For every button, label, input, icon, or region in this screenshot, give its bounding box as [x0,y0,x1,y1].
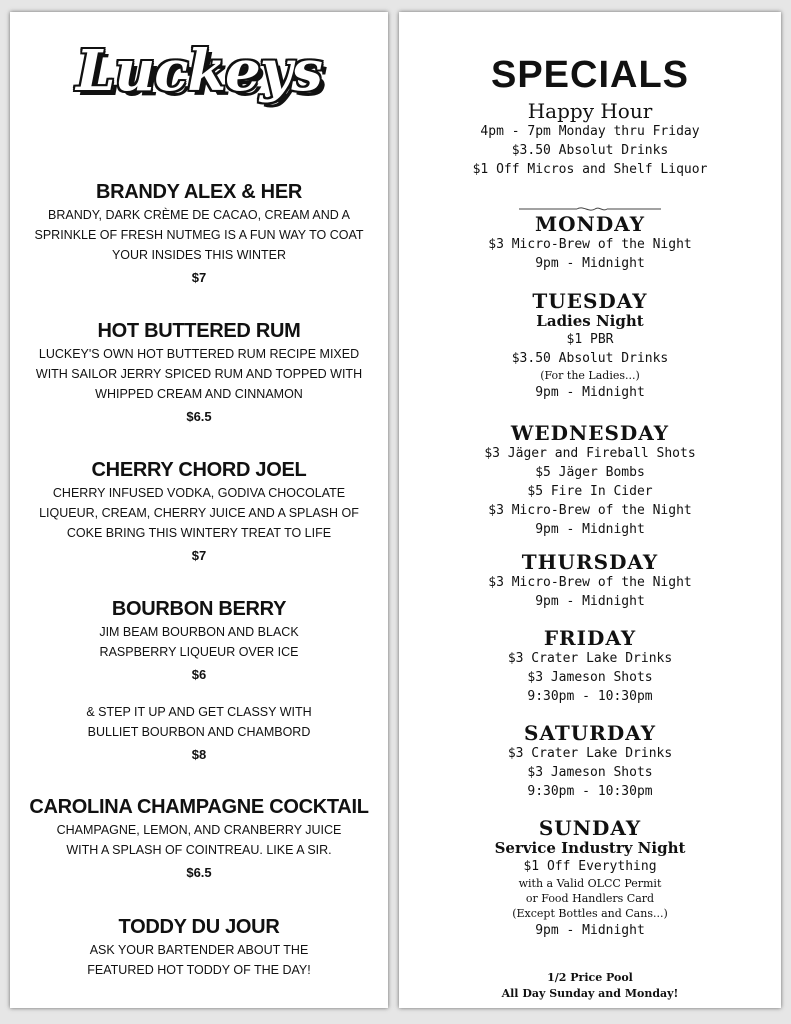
day-subtitle: Ladies Night [536,312,644,330]
day-tuesday [399,290,781,402]
pool-promo [399,970,781,1002]
special-line: $3 Jameson Shots [527,765,653,780]
special-line: $3.50 Absolut Drinks [511,351,669,366]
special-note: (Except Bottles and Cans...) [512,907,668,920]
drink-price: $6.5 [186,865,212,880]
drink-item [10,794,388,884]
day-title: THURSDAY [521,550,659,574]
special-line: 9pm - Midnight [535,923,645,938]
day-sunday [399,817,781,940]
special-line: $3 Micro-Brew of the Night [488,575,692,590]
drink-price: $7 [191,548,207,563]
day-title: SUNDAY [538,816,642,840]
drink-price: $6 [191,667,207,682]
drink-item [10,914,388,980]
special-line: 4pm - 7pm Monday thru Friday [480,124,700,139]
day-title: WEDNESDAY [510,421,670,445]
drink-upgrade [10,702,388,766]
special-line: $3 Crater Lake Drinks [507,651,673,666]
special-line: 9pm - Midnight [535,522,645,537]
special-line: $1 Off Everything [523,859,657,874]
special-line: $3.50 Absolut Drinks [511,143,669,158]
special-line: $5 Jäger Bombs [535,465,645,480]
happy-hour-section [399,100,781,179]
drink-description: JIM BEAM BOURBON AND BLACK RASPBERRY LIQUEUR OVER ICE [99,625,299,659]
special-line: $3 Jameson Shots [527,670,653,685]
drink-name: BRANDY ALEX & HER [95,181,303,203]
special-line: $1 PBR [566,332,614,347]
drink-name: CHERRY CHORD JOEL [91,459,307,481]
special-note: with a Valid OLCC Permit [518,877,662,890]
drink-price: $8 [191,747,207,762]
day-friday [399,627,781,706]
special-line: 9pm - Midnight [535,256,645,271]
special-line: $5 Fire In Cider [527,484,653,499]
special-line: $3 Micro-Brew of the Night [488,503,692,518]
special-line: 9:30pm - 10:30pm [527,689,653,704]
drink-item [10,457,388,567]
day-title: MONDAY [535,212,645,236]
happy-hour-title: Happy Hour [527,99,653,123]
drink-name: HOT BUTTERED RUM [97,320,301,342]
special-line: 9pm - Midnight [535,594,645,609]
drink-description: ASK YOUR BARTENDER ABOUT THE FEATURED HOT TODDY OF THE DAY! [87,943,311,977]
day-monday [399,213,781,273]
specials-title: SPECIALS [490,54,690,96]
drink-description: CHERRY INFUSED VODKA, GODIVA CHOCOLATE LIQUEUR, CREAM, CHERRY JUICE AND A SPLASH OF COKE BRING THIS WINTERY TREAT TO LIFE [39,486,359,540]
pool-promo-line: All Day Sunday and Monday! [501,987,679,1000]
day-title: SATURDAY [524,721,656,745]
drink-name: CAROLINA CHAMPAGNE COCKTAIL [29,796,369,818]
drink-description: CHAMPAGNE, LEMON, AND CRANBERRY JUICE WITH A SPLASH OF COINTREAU. LIKE A SIR. [56,823,342,857]
cocktail-menu-panel [10,12,388,1008]
pool-promo-line: 1/2 Price Pool [547,971,633,984]
day-title: FRIDAY [543,626,637,650]
drink-item [10,596,388,686]
special-line: $3 Jäger and Fireball Shots [484,446,696,461]
drink-name: TODDY DU JOUR [118,916,280,938]
drink-item [10,179,388,289]
day-wednesday [399,422,781,539]
day-subtitle: Service Industry Night [494,839,686,857]
day-saturday [399,722,781,801]
special-line: $3 Micro-Brew of the Night [488,237,692,252]
drink-description: & STEP IT UP AND GET CLASSY WITH BULLIET BOURBON AND CHAMBORD [86,705,312,739]
special-note: (For the Ladies...) [540,369,640,382]
special-note: or Food Handlers Card [525,892,655,905]
day-title: TUESDAY [532,289,648,313]
luckeys-logo: Luckeys [76,38,322,104]
drink-price: $6.5 [186,409,212,424]
drink-name: BOURBON BERRY [111,598,287,620]
drink-item [10,318,388,428]
drink-description: LUCKEY'S OWN HOT BUTTERED RUM RECIPE MIXED WITH SAILOR JERRY SPICED RUM AND TOPPED WITH WHIPPED CREAM AND CINNAMON [35,347,363,401]
special-line: 9:30pm - 10:30pm [527,784,653,799]
drink-price: $7 [191,270,207,285]
special-line: 9pm - Midnight [535,385,645,400]
specials-panel [399,12,781,1008]
drink-description: BRANDY, DARK CRÈME DE CACAO, CREAM AND A SPRINKLE OF FRESH NUTMEG IS A FUN WAY TO COAT YOUR INSIDES THIS WINTER [34,208,364,262]
day-thursday [399,551,781,611]
special-line: $1 Off Micros and Shelf Liquor [472,162,708,177]
special-line: $3 Crater Lake Drinks [507,746,673,761]
